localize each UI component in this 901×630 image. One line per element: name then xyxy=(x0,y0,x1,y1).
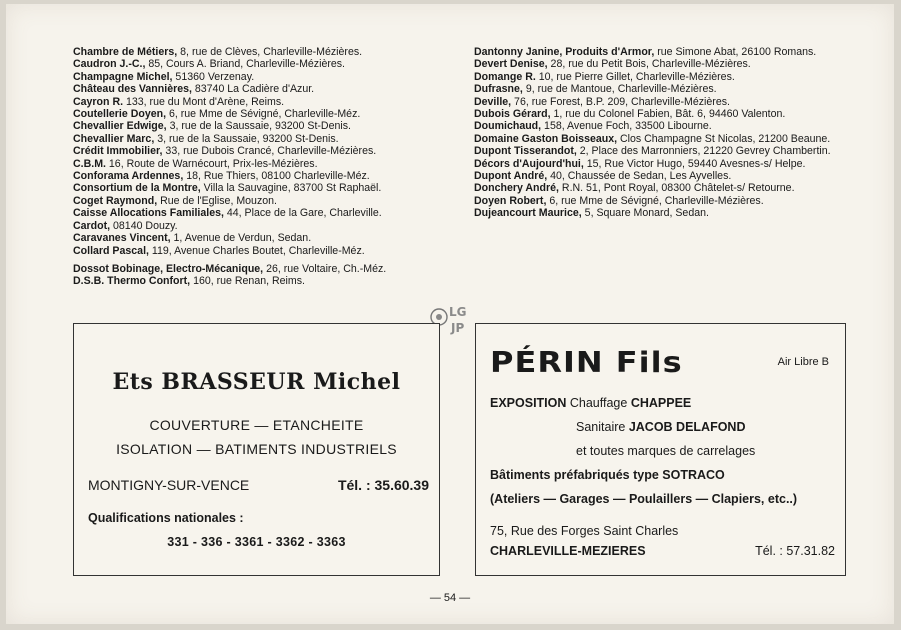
brasseur-qualifications-label: Qualifications nationales : xyxy=(88,511,244,525)
directory-entry xyxy=(474,58,846,70)
right-directory-column xyxy=(474,46,846,220)
entry-name: Chevallier Marc, xyxy=(73,132,155,145)
brasseur-services-line-2: ISOLATION — BATIMENTS INDUSTRIELS xyxy=(116,441,397,457)
directory-entry xyxy=(474,195,846,207)
brasseur-title: Ets BRASSEUR Michel xyxy=(112,369,401,395)
entry-address: 44, Place de la Gare, Charleville. xyxy=(223,207,382,220)
entry-address: 1, Avenue de Verdun, Sedan. xyxy=(170,232,312,245)
directory-entry xyxy=(73,263,445,275)
exposition-label: EXPOSITION xyxy=(490,396,567,410)
entry-address: Rue de l'Eglise, Mouzon. xyxy=(157,194,277,207)
directory-entry xyxy=(474,108,846,120)
entry-address: 83740 La Cadière d'Azur. xyxy=(191,83,315,96)
directory-entry xyxy=(73,145,445,157)
brasseur-qualification-numbers: 331 - 336 - 3361 - 3362 - 3363 xyxy=(167,535,346,549)
entry-name: C.B.M. xyxy=(73,157,106,170)
entry-address: 160, rue Renan, Reims. xyxy=(190,275,305,288)
entry-name: Chevallier Edwige, xyxy=(73,120,167,133)
directory-entry xyxy=(73,96,445,108)
chauffage-text: Chauffage xyxy=(566,396,631,410)
entry-name: Consortium de la Montre, xyxy=(73,182,201,195)
brasseur-town: MONTIGNY-SUR-VENCE xyxy=(88,477,250,493)
directory-entry xyxy=(474,46,846,58)
entry-address: 85, Cours A. Briand, Charleville-Mézières. xyxy=(145,58,346,71)
entry-name: Dujeancourt Maurice, xyxy=(474,207,582,220)
entry-name: Dufrasne, xyxy=(474,83,523,96)
directory-entry xyxy=(474,170,846,182)
entry-address: 9, rue de Mantoue, Charleville-Mézières. xyxy=(522,83,717,96)
perin-tagline: Air Libre B xyxy=(777,356,829,368)
perin-exposition-line xyxy=(490,396,691,410)
jacob-delafond-brand: JACOB DELAFOND xyxy=(628,420,746,434)
directory-entry xyxy=(474,207,846,219)
entry-address: rue Simone Abat, 26100 Romans. xyxy=(654,46,817,58)
entry-name: Coutellerie Doyen, xyxy=(73,108,167,121)
entry-address: 28, rue du Petit Bois, Charleville-Mézières. xyxy=(547,58,751,71)
directory-entry xyxy=(474,182,846,194)
entry-name: Donchery André, xyxy=(474,182,559,195)
entry-name: Dossot Bobinage, Electro-Mécanique, xyxy=(73,262,264,275)
directory-entry xyxy=(73,120,445,132)
directory-entry xyxy=(73,46,445,58)
perin-carrelages-line: et toutes marques de carrelages xyxy=(576,444,756,458)
entry-address: 5, Square Monard, Sedan. xyxy=(581,207,709,220)
entry-address: 51360 Verzenay. xyxy=(172,70,255,83)
entry-name: Champagne Michel, xyxy=(73,70,173,83)
entry-address: 76, rue Forest, B.P. 209, Charleville-Mézières. xyxy=(511,95,730,108)
entry-name: D.S.B. Thermo Confort, xyxy=(73,275,191,288)
entry-name: Conforama Ardennes, xyxy=(73,170,184,183)
perin-address: 75, Rue des Forges Saint Charles xyxy=(490,524,679,538)
perin-sanitaire-line xyxy=(576,420,745,434)
entry-name: Décors d'Aujourd'hui, xyxy=(474,157,584,170)
directory-entry xyxy=(73,83,445,95)
entry-name: Domaine Gaston Boisseaux, xyxy=(474,132,618,145)
directory-entry xyxy=(474,133,846,145)
entry-address: Clos Champagne St Nicolas, 21200 Beaune. xyxy=(617,132,831,145)
directory-entry xyxy=(73,207,445,219)
directory-entry xyxy=(73,275,445,287)
entry-name: Dubois Gérard, xyxy=(474,108,551,121)
entry-name: Collard Pascal, xyxy=(73,244,149,257)
entry-name: Chambre de Métiers, xyxy=(73,46,178,58)
directory-entry xyxy=(474,120,846,132)
entry-name: Domange R. xyxy=(474,70,536,83)
directory-entry xyxy=(73,195,445,207)
entry-address: 1, rue du Colonel Fabien, Bât. 6, 94460 Valenton. xyxy=(550,108,786,121)
entry-address: 18, Rue Thiers, 08100 Charleville-Méz. xyxy=(183,170,370,183)
entry-address: 158, Avenue Foch, 33500 Libourne. xyxy=(541,120,712,133)
entry-name: Devert Denise, xyxy=(474,58,548,71)
perin-advertisement xyxy=(475,323,846,576)
svg-text:LG: LG xyxy=(449,305,467,319)
entry-address: 133, rue du Mont d'Arène, Reims. xyxy=(123,95,285,108)
entry-name: Caravanes Vincent, xyxy=(73,232,171,245)
perin-batiments-line: Bâtiments préfabriqués type SOTRACO xyxy=(490,468,725,482)
page-number: — 54 — xyxy=(429,592,471,604)
directory-entry xyxy=(73,182,445,194)
svg-text:JP: JP xyxy=(451,321,465,335)
entry-name: Dupont André, xyxy=(474,170,548,183)
sanitaire-label: Sanitaire xyxy=(576,420,629,434)
directory-entry xyxy=(73,232,445,244)
brasseur-services-line-1: COUVERTURE — ETANCHEITE xyxy=(149,417,364,433)
directory-entry xyxy=(474,71,846,83)
entry-name: Dupont Tisserandot, xyxy=(474,145,577,158)
entry-name: Cayron R. xyxy=(73,95,124,108)
brasseur-advertisement xyxy=(73,323,440,576)
directory-entry xyxy=(73,108,445,120)
perin-city: CHARLEVILLE-MEZIERES xyxy=(490,544,646,558)
entry-address: 2, Place des Marronniers, 21220 Gevrey Chambertin. xyxy=(576,145,831,158)
directory-entry xyxy=(73,133,445,145)
entry-name: Deville, xyxy=(474,95,512,108)
entry-address: 6, rue Mme de Sévigné, Charleville-Méz. xyxy=(166,108,361,121)
directory-entry xyxy=(474,96,846,108)
left-directory-column xyxy=(73,46,445,288)
entry-name: Coget Raymond, xyxy=(73,194,158,207)
entry-address: 08140 Douzy. xyxy=(110,219,178,232)
directory-entry xyxy=(474,145,846,157)
entry-address: R.N. 51, Pont Royal, 08300 Châtelet-s/ Retourne. xyxy=(558,182,795,195)
entry-address: 6, rue Mme de Sévigné, Charleville-Mézières. xyxy=(546,194,764,207)
entry-name: Dantonny Janine, Produits d'Armor, xyxy=(474,46,655,58)
entry-name: Crédit Immobilier, xyxy=(73,145,163,158)
entry-address: 26, rue Voltaire, Ch.-Méz. xyxy=(263,262,387,275)
perin-logo-text: PÉRIN Fils xyxy=(490,345,683,380)
directory-entry xyxy=(73,71,445,83)
entry-name: Château des Vannières, xyxy=(73,83,192,96)
entry-address: 15, Rue Victor Hugo, 59440 Avesnes-s/ Helpe. xyxy=(583,157,806,170)
entry-address: 8, rue de Clèves, Charleville-Mézières. xyxy=(177,46,363,58)
directory-entry xyxy=(73,170,445,182)
entry-address: 40, Chaussée de Sedan, Les Ayvelles. xyxy=(547,170,732,183)
brasseur-phone: Tél. : 35.60.39 xyxy=(337,477,429,493)
entry-name: Caudron J.-C., xyxy=(73,58,146,71)
entry-address: 16, Route de Warnécourt, Prix-les-Mézières. xyxy=(105,157,318,170)
entry-address: 3, rue de la Saussaie, 93200 St-Denis. xyxy=(154,132,339,145)
entry-name: Cardot, xyxy=(73,219,111,232)
entry-name: Caisse Allocations Familiales, xyxy=(73,207,224,220)
directory-entry xyxy=(73,220,445,232)
directory-entry xyxy=(73,158,445,170)
document-page xyxy=(6,4,894,624)
entry-address: Villa la Sauvagine, 83700 St Raphaël. xyxy=(200,182,382,195)
perin-ateliers-line: (Ateliers — Garages — Poulaillers — Clapiers, etc..) xyxy=(490,492,798,506)
entry-address: 10, rue Pierre Gillet, Charleville-Mézières. xyxy=(535,70,735,83)
directory-entry xyxy=(474,158,846,170)
entry-name: Doumichaud, xyxy=(474,120,542,133)
entry-address: 33, rue Dubois Crancé, Charleville-Mézières. xyxy=(162,145,377,158)
entry-name: Doyen Robert, xyxy=(474,194,547,207)
directory-entry xyxy=(474,83,846,95)
entry-address: 119, Avenue Charles Boutet, Charleville-Méz. xyxy=(148,244,365,257)
directory-entry xyxy=(73,245,445,257)
chappee-brand: CHAPPEE xyxy=(630,396,692,410)
perin-phone: Tél. : 57.31.82 xyxy=(755,544,835,558)
directory-entry xyxy=(73,58,445,70)
entry-address: 3, rue de la Saussaie, 93200 St-Denis. xyxy=(166,120,351,133)
